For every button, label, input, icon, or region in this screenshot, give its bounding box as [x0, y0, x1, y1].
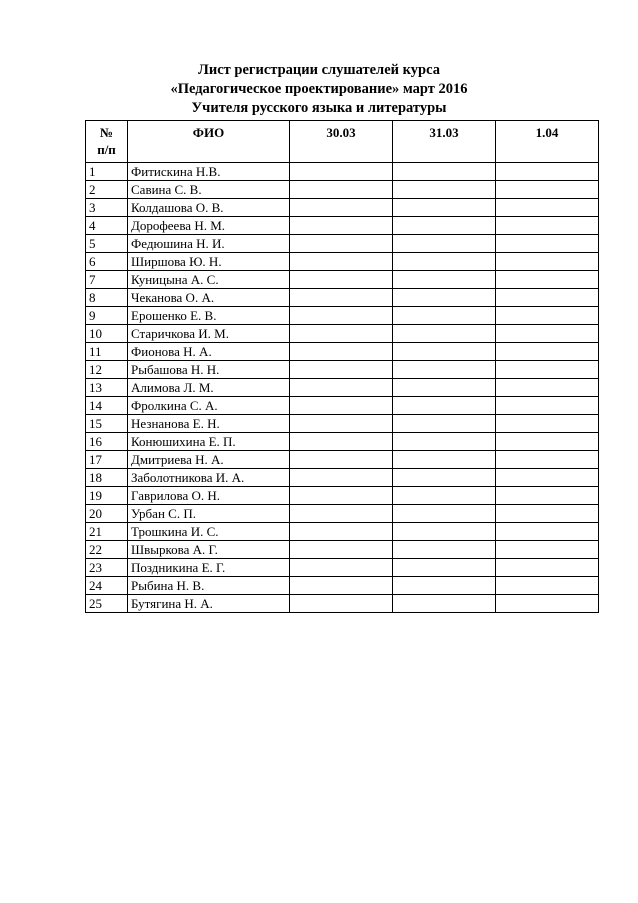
signature-cell-date-2: [393, 541, 496, 559]
row-name-cell: Колдашова О. В.: [128, 199, 290, 217]
signature-cell-date-3: [496, 469, 599, 487]
row-number-cell: 22: [86, 541, 128, 559]
signature-cell-date-1: [290, 415, 393, 433]
signature-cell-date-2: [393, 523, 496, 541]
signature-cell-date-2: [393, 307, 496, 325]
signature-cell-date-2: [393, 379, 496, 397]
signature-cell-date-3: [496, 307, 599, 325]
column-header-date-2: 31.03: [393, 121, 496, 163]
table-row: [86, 199, 599, 217]
signature-cell-date-2: [393, 451, 496, 469]
signature-cell-date-1: [290, 595, 393, 613]
signature-cell-date-2: [393, 595, 496, 613]
signature-cell-date-1: [290, 217, 393, 235]
signature-cell-date-1: [290, 505, 393, 523]
signature-cell-date-2: [393, 217, 496, 235]
row-number-cell: 23: [86, 559, 128, 577]
row-number-cell: 21: [86, 523, 128, 541]
row-name-cell: Рыбина Н. В.: [128, 577, 290, 595]
row-name-cell: Дмитриева Н. А.: [128, 451, 290, 469]
signature-cell-date-3: [496, 289, 599, 307]
signature-cell-date-3: [496, 217, 599, 235]
row-number-cell: 4: [86, 217, 128, 235]
row-number-cell: 18: [86, 469, 128, 487]
signature-cell-date-1: [290, 469, 393, 487]
column-header-date-1: 30.03: [290, 121, 393, 163]
signature-cell-date-2: [393, 325, 496, 343]
row-number-cell: 24: [86, 577, 128, 595]
table-row: [86, 163, 599, 181]
table-row: [86, 541, 599, 559]
document-heading: [0, 61, 638, 118]
signature-cell-date-1: [290, 397, 393, 415]
signature-cell-date-1: [290, 235, 393, 253]
signature-cell-date-3: [496, 451, 599, 469]
row-name-cell: Бутягина Н. А.: [128, 595, 290, 613]
signature-cell-date-3: [496, 397, 599, 415]
signature-cell-date-2: [393, 289, 496, 307]
row-name-cell: Швыркова А. Г.: [128, 541, 290, 559]
table-row: [86, 307, 599, 325]
signature-cell-date-1: [290, 379, 393, 397]
table-row: [86, 415, 599, 433]
signature-cell-date-3: [496, 523, 599, 541]
signature-cell-date-3: [496, 487, 599, 505]
signature-cell-date-1: [290, 181, 393, 199]
row-number-cell: 14: [86, 397, 128, 415]
row-name-cell: Урбан С. П.: [128, 505, 290, 523]
signature-cell-date-3: [496, 595, 599, 613]
row-number-cell: 10: [86, 325, 128, 343]
row-name-cell: Поздникина Е. Г.: [128, 559, 290, 577]
row-name-cell: Савина С. В.: [128, 181, 290, 199]
row-name-cell: Чеканова О. А.: [128, 289, 290, 307]
signature-cell-date-1: [290, 163, 393, 181]
signature-cell-date-2: [393, 433, 496, 451]
signature-cell-date-2: [393, 469, 496, 487]
signature-cell-date-3: [496, 379, 599, 397]
row-number-cell: 13: [86, 379, 128, 397]
row-name-cell: Ерошенко Е. В.: [128, 307, 290, 325]
signature-cell-date-1: [290, 559, 393, 577]
column-header-name: ФИО: [128, 121, 290, 163]
row-number-cell: 20: [86, 505, 128, 523]
row-number-cell: 15: [86, 415, 128, 433]
row-name-cell: Куницына А. С.: [128, 271, 290, 289]
table-row: [86, 217, 599, 235]
row-number-cell: 1: [86, 163, 128, 181]
heading-line-course: «Педагогическое проектирование» март 2016: [170, 81, 468, 97]
table-row: [86, 361, 599, 379]
row-number-cell: 19: [86, 487, 128, 505]
signature-cell-date-2: [393, 163, 496, 181]
signature-cell-date-2: [393, 505, 496, 523]
signature-cell-date-2: [393, 199, 496, 217]
signature-cell-date-1: [290, 433, 393, 451]
row-name-cell: Конюшихина Е. П.: [128, 433, 290, 451]
table-row: [86, 325, 599, 343]
column-header-date-3: 1.04: [496, 121, 599, 163]
signature-cell-date-3: [496, 415, 599, 433]
signature-cell-date-3: [496, 505, 599, 523]
row-number-cell: 6: [86, 253, 128, 271]
table-row: [86, 181, 599, 199]
table-row: [86, 577, 599, 595]
signature-cell-date-2: [393, 181, 496, 199]
row-name-cell: Трошкина И. С.: [128, 523, 290, 541]
heading-line-title: Лист регистрации слушателей курса: [198, 62, 440, 78]
row-name-cell: Дорофеева Н. М.: [128, 217, 290, 235]
row-name-cell: Гаврилова О. Н.: [128, 487, 290, 505]
table-row: [86, 253, 599, 271]
table-row: [86, 451, 599, 469]
table-row: [86, 343, 599, 361]
signature-cell-date-3: [496, 181, 599, 199]
signature-cell-date-3: [496, 559, 599, 577]
table-row: [86, 469, 599, 487]
signature-cell-date-1: [290, 343, 393, 361]
table-row: [86, 289, 599, 307]
column-header-number: [86, 121, 128, 163]
signature-cell-date-2: [393, 253, 496, 271]
row-name-cell: Рыбашова Н. Н.: [128, 361, 290, 379]
table-row: [86, 379, 599, 397]
signature-cell-date-3: [496, 199, 599, 217]
signature-cell-date-1: [290, 523, 393, 541]
row-number-cell: 3: [86, 199, 128, 217]
row-number-cell: 9: [86, 307, 128, 325]
table-row: [86, 505, 599, 523]
signature-cell-date-2: [393, 487, 496, 505]
signature-cell-date-3: [496, 253, 599, 271]
table-row: [86, 487, 599, 505]
signature-cell-date-3: [496, 433, 599, 451]
signature-cell-date-1: [290, 289, 393, 307]
row-number-cell: 16: [86, 433, 128, 451]
row-name-cell: Фролкина С. А.: [128, 397, 290, 415]
signature-cell-date-1: [290, 325, 393, 343]
signature-cell-date-2: [393, 577, 496, 595]
signature-cell-date-3: [496, 235, 599, 253]
table-row: [86, 271, 599, 289]
row-name-cell: Ширшова Ю. Н.: [128, 253, 290, 271]
table-row: [86, 595, 599, 613]
signature-cell-date-2: [393, 361, 496, 379]
row-number-cell: 12: [86, 361, 128, 379]
signature-cell-date-1: [290, 487, 393, 505]
heading-line-audience: Учителя русского языка и литературы: [191, 100, 447, 116]
table-header-row: [86, 121, 599, 163]
row-number-cell: 7: [86, 271, 128, 289]
row-number-cell: 8: [86, 289, 128, 307]
column-header-number-abbr: п/п: [97, 142, 116, 157]
row-name-cell: Фитискина Н.В.: [128, 163, 290, 181]
signature-cell-date-3: [496, 541, 599, 559]
signature-cell-date-1: [290, 361, 393, 379]
signature-cell-date-3: [496, 271, 599, 289]
signature-cell-date-1: [290, 541, 393, 559]
table-body: [86, 163, 599, 613]
signature-cell-date-3: [496, 343, 599, 361]
signature-cell-date-1: [290, 253, 393, 271]
signature-cell-date-2: [393, 343, 496, 361]
row-name-cell: Алимова Л. М.: [128, 379, 290, 397]
signature-cell-date-3: [496, 325, 599, 343]
row-number-cell: 25: [86, 595, 128, 613]
table-row: [86, 433, 599, 451]
table-row: [86, 397, 599, 415]
signature-cell-date-1: [290, 199, 393, 217]
signature-cell-date-1: [290, 271, 393, 289]
signature-cell-date-2: [393, 415, 496, 433]
row-name-cell: Фионова Н. А.: [128, 343, 290, 361]
table-row: [86, 235, 599, 253]
row-number-cell: 17: [86, 451, 128, 469]
row-name-cell: Незнанова Е. Н.: [128, 415, 290, 433]
signature-cell-date-2: [393, 397, 496, 415]
row-name-cell: Заболотникова И. А.: [128, 469, 290, 487]
signature-cell-date-1: [290, 577, 393, 595]
signature-cell-date-2: [393, 271, 496, 289]
row-number-cell: 5: [86, 235, 128, 253]
signature-cell-date-1: [290, 307, 393, 325]
signature-cell-date-3: [496, 361, 599, 379]
row-number-cell: 2: [86, 181, 128, 199]
registration-table: [85, 120, 599, 613]
row-name-cell: Старичкова И. М.: [128, 325, 290, 343]
signature-cell-date-3: [496, 577, 599, 595]
signature-cell-date-1: [290, 451, 393, 469]
signature-cell-date-3: [496, 163, 599, 181]
row-name-cell: Федюшина Н. И.: [128, 235, 290, 253]
row-number-cell: 11: [86, 343, 128, 361]
table-row: [86, 523, 599, 541]
table-row: [86, 559, 599, 577]
column-header-number-symbol: №: [99, 125, 114, 140]
signature-cell-date-2: [393, 235, 496, 253]
signature-cell-date-2: [393, 559, 496, 577]
